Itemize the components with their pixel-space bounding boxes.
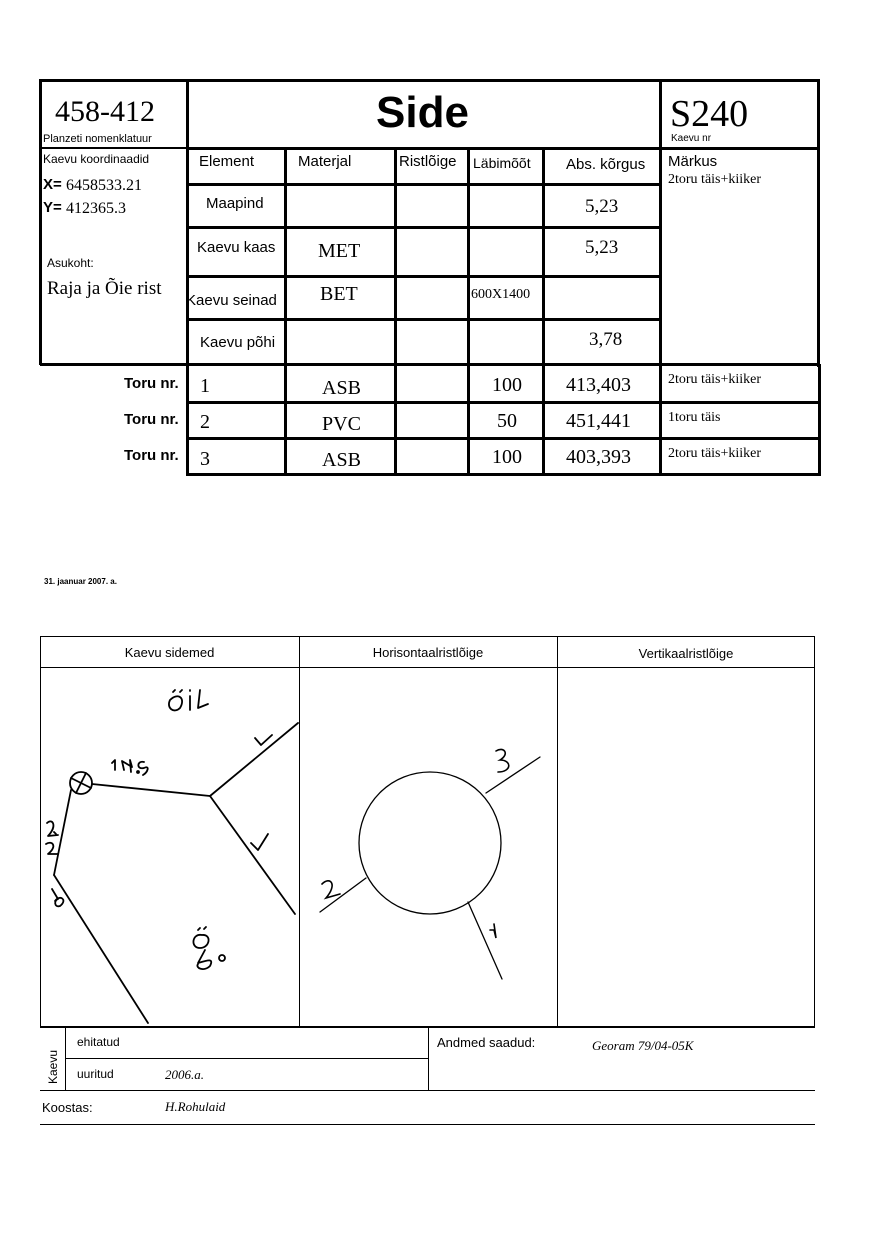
- sheet-caption: Planzeti nomenklatuur: [43, 133, 152, 145]
- label-oie-o: [193, 935, 208, 948]
- header-divider: [186, 147, 819, 150]
- x-value: 6458533.21: [66, 177, 142, 194]
- pipe-divider-2: [186, 437, 819, 440]
- footer-mid-divider: [428, 1027, 429, 1090]
- pipe-material-1: ASB: [322, 377, 361, 399]
- pipe-diameter-3: 100: [492, 446, 522, 468]
- street-upper: [210, 723, 298, 796]
- form-right-border: [817, 79, 820, 367]
- location-value: Raja ja Õie rist: [47, 278, 162, 299]
- pipe-nr-1: 1: [200, 375, 210, 397]
- pipe-height-2: 451,441: [566, 410, 631, 432]
- built-label: ehitatud: [77, 1035, 120, 1049]
- connections-sketch: [40, 668, 299, 1026]
- pipe-nr-3: 3: [200, 448, 210, 470]
- drawings-col-divider-2: [557, 636, 558, 1027]
- x-label: X=: [43, 176, 62, 193]
- author-label: Koostas:: [42, 1100, 93, 1115]
- well-outline: [359, 772, 501, 914]
- row-element-2: Kaevu kaas: [197, 239, 276, 256]
- pipe-divider-1: [186, 401, 819, 404]
- page-title: Side: [376, 88, 469, 137]
- header-diameter: Läbimõõt: [473, 155, 531, 171]
- document-date: 31. jaanuar 2007. a.: [44, 577, 117, 586]
- drawing-header-connections: Kaevu sidemed: [124, 645, 215, 660]
- pipe-note-3: 2toru täis+kiiker: [668, 446, 762, 461]
- row-material-2: MET: [318, 240, 361, 262]
- pipe-material-3: ASB: [322, 449, 361, 471]
- pipe-right-border: [818, 364, 821, 476]
- street-left: [54, 875, 148, 1023]
- header-material: Materjal: [298, 153, 352, 170]
- col-divider-2: [284, 147, 287, 476]
- coords-label: Kaevu koordinaadid: [43, 152, 150, 166]
- data-source-value: Georam 79/04-05K: [592, 1038, 694, 1053]
- pipe-label-1: Toru nr.: [124, 375, 179, 392]
- pipe-height-1: 413,403: [566, 374, 631, 396]
- pipe-1-label: [490, 924, 496, 938]
- drawing-header-vertical: Vertikaalristlõige: [638, 646, 734, 661]
- well-caption: Kaevu nr: [671, 133, 712, 144]
- renewed-label: uuritud: [77, 1067, 114, 1081]
- pipe-note-2: 1toru täis: [668, 410, 721, 425]
- col-divider-5: [542, 147, 545, 476]
- footer-line-2: [40, 1090, 815, 1091]
- header-element: Element: [199, 153, 255, 170]
- pipe-3-label: [496, 749, 509, 772]
- pipe-3-line: [486, 757, 540, 793]
- col-divider-4: [467, 147, 470, 476]
- form-left-border: [39, 79, 42, 365]
- pipe-material-2: PVC: [322, 413, 361, 435]
- pipe-diameter-1: 100: [492, 374, 522, 396]
- footer-mid-line: [65, 1058, 428, 1059]
- row-divider-5: [40, 363, 819, 366]
- row-height-4: 3,78: [589, 329, 623, 350]
- row-height-1: 5,23: [585, 196, 619, 217]
- header-height: Abs. kõrgus: [566, 156, 646, 173]
- note-value: 2toru täis+kiiker: [668, 172, 762, 187]
- row-divider-2: [186, 226, 661, 229]
- sheet-code: 458-412: [55, 95, 155, 128]
- header-cross: Ristlõige: [399, 153, 457, 170]
- header-divider-left: [40, 147, 187, 149]
- pipe-diameter-2: 50: [497, 410, 517, 432]
- pipe-label-3: Toru nr.: [124, 447, 179, 464]
- col-divider-3: [394, 147, 397, 476]
- connection-line-left: [54, 790, 71, 875]
- row-height-2: 5,23: [585, 237, 619, 258]
- label-oil-o: [169, 696, 182, 710]
- row-divider-3: [186, 275, 661, 278]
- y-value: 412365.3: [66, 200, 126, 217]
- pipe-divider-3: [186, 473, 819, 476]
- row-divider-4: [186, 318, 661, 321]
- pipe-2-line: [320, 878, 366, 912]
- y-label: Y=: [43, 199, 62, 216]
- connection-line-main: [92, 784, 210, 796]
- row-element-1: Maapind: [206, 195, 264, 212]
- footer-line-3: [40, 1124, 815, 1125]
- drawing-header-horizontal: Horisontaalristlõige: [372, 645, 484, 660]
- pipe-note-1: 2toru täis+kiiker: [668, 372, 762, 387]
- horizontal-section-sketch: [300, 668, 557, 1026]
- header-note: Märkus: [668, 153, 718, 170]
- row-element-3: Kaevu seinad: [186, 292, 277, 309]
- well-data-form: [0, 0, 872, 520]
- row-material-3: BET: [320, 283, 358, 305]
- street-lower: [210, 796, 295, 914]
- footer-side-label: Kaevu: [46, 1049, 61, 1085]
- well-number: S240: [670, 93, 749, 135]
- author-value: H.Rohulaid: [165, 1099, 226, 1114]
- pipe-height-3: 403,393: [566, 446, 631, 468]
- pipe-2-label: [322, 881, 340, 898]
- data-source-label: Andmed saadud:: [437, 1035, 536, 1050]
- renewed-value: 2006.a.: [165, 1067, 204, 1082]
- pipe-label-2: Toru nr.: [124, 411, 179, 428]
- location-label: Asukoht:: [47, 256, 94, 270]
- row-diameter-3: 600X1400: [471, 287, 531, 302]
- pipe-1-line: [468, 902, 502, 979]
- form-top-border: [40, 79, 819, 82]
- row-element-4: Kaevu põhi: [200, 334, 276, 351]
- row-divider-1: [186, 183, 661, 186]
- pipe-nr-2: 2: [200, 411, 210, 433]
